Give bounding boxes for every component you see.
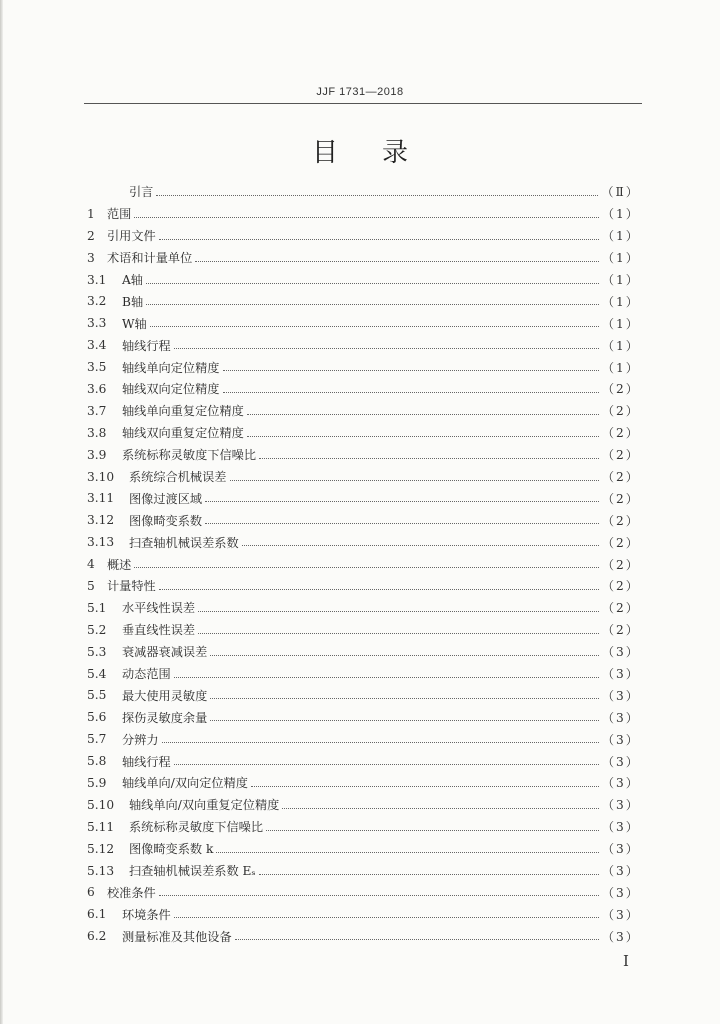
toc-entry-page: （2）	[601, 404, 640, 419]
toc-entry-page: （3）	[601, 820, 640, 835]
toc-entry-number: 5.4	[87, 666, 107, 681]
toc-entry[interactable]	[87, 356, 640, 378]
toc-entry-title: 概述	[107, 557, 132, 572]
toc-dot-leader	[198, 610, 599, 612]
toc-entry[interactable]	[87, 641, 640, 663]
toc-entry[interactable]	[87, 838, 640, 860]
toc-dot-leader	[247, 413, 599, 415]
toc-entry-title: 校准条件	[107, 885, 156, 900]
toc-entry[interactable]	[87, 466, 640, 488]
toc-dot-leader	[174, 763, 599, 765]
toc-entry-page: （2）	[601, 448, 640, 463]
toc-entry-page: （3）	[601, 842, 640, 857]
toc-entry[interactable]	[87, 903, 640, 925]
toc-entry[interactable]	[87, 860, 640, 882]
toc-entry-number: 3.6	[87, 381, 107, 396]
toc-entry-page: （1）	[601, 251, 640, 266]
toc-entry[interactable]	[87, 750, 640, 772]
toc-dot-leader	[230, 479, 599, 481]
toc-entry-number: 6.2	[87, 929, 107, 944]
toc-entry-page: （1）	[601, 273, 640, 287]
toc-entry-title: 图像畸变系数 k	[129, 842, 214, 857]
toc-entry-title: 分辨力	[122, 732, 159, 747]
toc-entry-number: 6	[87, 885, 95, 900]
toc-entry[interactable]	[87, 422, 640, 444]
toc-entry-page: （2）	[601, 426, 640, 441]
toc-entry-page: （3）	[601, 885, 640, 900]
toc-dot-leader	[210, 697, 599, 699]
toc-dot-leader	[174, 916, 599, 918]
toc-entry-number: 1	[87, 206, 95, 221]
table-of-contents	[87, 181, 640, 947]
toc-entry-number: 3	[87, 250, 95, 265]
standard-code-header: JJF 1731—2018	[316, 86, 404, 98]
toc-entry[interactable]	[87, 575, 640, 597]
toc-entry-number: 5.9	[87, 775, 107, 790]
toc-dot-leader	[134, 566, 598, 568]
toc-entry-title: 水平线性误差	[122, 601, 196, 616]
toc-entry-number: 3.2	[87, 294, 107, 309]
toc-entry-number: 5.6	[87, 710, 107, 725]
toc-entry-number: 5.10	[87, 797, 115, 812]
toc-entry-title: 系统标称灵敏度下信噪比	[129, 820, 264, 835]
toc-dot-leader	[174, 347, 599, 349]
toc-entry-title: 轴线行程	[122, 754, 171, 769]
toc-entry-title: B轴	[122, 294, 144, 309]
toc-dot-leader	[266, 829, 599, 831]
toc-entry-title: 范围	[107, 207, 132, 222]
toc-entry[interactable]	[87, 509, 640, 531]
toc-dot-leader	[146, 282, 599, 284]
toc-entry-page: （2）	[601, 579, 640, 594]
toc-entry-page: （Ⅱ）	[601, 185, 640, 200]
toc-entry-page: （1）	[601, 360, 640, 375]
toc-entry-title: 扫查轴机械误差系数	[129, 535, 239, 550]
toc-entry-number: 4	[87, 557, 95, 572]
toc-entry[interactable]	[87, 378, 640, 400]
toc-entry-title: 轴线单向定位精度	[122, 360, 220, 375]
toc-entry-page: （3）	[601, 798, 640, 813]
toc-dot-leader	[198, 632, 599, 634]
toc-entry-page: （3）	[601, 929, 640, 944]
toc-dot-leader	[174, 676, 599, 678]
toc-entry-number: 5.11	[87, 819, 115, 834]
toc-entry-page: （3）	[601, 667, 640, 682]
toc-entry-page: （2）	[601, 623, 640, 638]
toc-entry-number: 3.12	[87, 513, 115, 528]
toc-entry-number: 3.7	[87, 403, 107, 418]
toc-entry-title: 环境条件	[122, 907, 171, 922]
toc-entry-title: 术语和计量单位	[107, 251, 193, 266]
page-title: 目录	[311, 138, 452, 168]
toc-entry[interactable]	[87, 225, 640, 247]
toc-dot-leader	[251, 785, 599, 787]
toc-dot-leader	[156, 194, 598, 196]
toc-entry-number: 3.1	[87, 272, 107, 287]
toc-entry-title: 引言	[129, 185, 154, 200]
toc-entry-title: 垂直线性误差	[122, 623, 196, 638]
toc-entry-number: 3.9	[87, 447, 107, 462]
toc-entry-number: 5.2	[87, 622, 107, 637]
toc-entry-title: 轴线单向/双向定位精度	[122, 776, 248, 791]
toc-entry-number: 5.5	[87, 688, 107, 703]
toc-entry-page: （2）	[601, 601, 640, 616]
toc-dot-leader	[195, 260, 599, 262]
toc-entry-number: 5.7	[87, 732, 107, 747]
toc-entry-page: （2）	[601, 382, 640, 397]
toc-entry-title: 轴线单向重复定位精度	[122, 404, 244, 419]
toc-entry-title: 计量特性	[107, 579, 156, 594]
toc-entry[interactable]	[87, 882, 640, 904]
toc-entry-page: （3）	[601, 645, 640, 660]
toc-entry[interactable]	[87, 706, 640, 728]
toc-dot-leader	[223, 369, 599, 371]
toc-entry-title: 图像畸变系数	[129, 513, 203, 528]
toc-entry[interactable]	[87, 203, 640, 225]
toc-entry-title: 探伤灵敏度余量	[122, 710, 208, 725]
toc-entry[interactable]	[87, 597, 640, 619]
toc-entry-number: 5.13	[87, 863, 115, 878]
toc-entry-number: 5.12	[87, 841, 115, 856]
toc-entry-page: （3）	[601, 907, 640, 922]
toc-entry-title: W轴	[122, 316, 147, 331]
toc-entry-title: 测量标准及其他设备	[122, 929, 232, 944]
toc-dot-leader	[210, 719, 599, 721]
footer-page-number: I	[623, 952, 629, 970]
toc-entry[interactable]	[87, 444, 640, 466]
toc-entry-number: 3.11	[87, 491, 115, 506]
toc-entry-number: 3.5	[87, 360, 107, 375]
toc-entry[interactable]	[87, 684, 640, 706]
header-rule	[84, 103, 642, 104]
toc-entry-number: 5.3	[87, 644, 107, 659]
toc-dot-leader	[205, 522, 599, 524]
toc-entry-number: 5.8	[87, 754, 107, 769]
toc-entry[interactable]	[87, 925, 640, 947]
toc-entry-title: 轴线双向定位精度	[122, 382, 220, 397]
toc-entry-page: （1）	[601, 316, 640, 331]
toc-dot-leader	[210, 654, 599, 656]
toc-dot-leader	[162, 741, 599, 743]
toc-dot-leader	[205, 500, 599, 502]
toc-entry-title: 系统标称灵敏度下信噪比	[122, 448, 257, 463]
toc-entry-page: （1）	[601, 294, 640, 309]
toc-entry[interactable]	[87, 772, 640, 794]
toc-entry-page: （2）	[601, 535, 640, 550]
toc-entry-page: （3）	[601, 688, 640, 703]
toc-entry-number: 2	[87, 228, 95, 243]
toc-entry-number: 3.4	[87, 338, 107, 353]
toc-entry-number: 6.1	[87, 907, 107, 922]
toc-entry-title: 引用文件	[107, 229, 156, 244]
toc-entry-title: 图像过渡区域	[129, 491, 203, 506]
toc-entry-number: 5	[87, 578, 95, 593]
toc-entry-number: 3.3	[87, 316, 107, 331]
toc-entry[interactable]	[87, 663, 640, 685]
toc-entry-page: （3）	[601, 732, 640, 747]
toc-entry-number: 5.1	[87, 600, 107, 615]
toc-dot-leader	[150, 325, 599, 327]
toc-entry-number: 3.8	[87, 425, 107, 440]
toc-entry-page: （3）	[601, 776, 640, 791]
toc-entry[interactable]	[87, 794, 640, 816]
toc-entry-title: 轴线单向/双向重复定位精度	[129, 798, 280, 813]
toc-dot-leader	[235, 938, 599, 940]
toc-entry-title: 轴线双向重复定位精度	[122, 426, 244, 441]
toc-dot-leader	[223, 391, 599, 393]
toc-entry[interactable]	[87, 290, 640, 312]
toc-entry[interactable]	[87, 400, 640, 422]
toc-entry-page: （2）	[601, 513, 640, 528]
toc-dot-leader	[216, 851, 598, 853]
toc-entry[interactable]	[87, 531, 640, 553]
toc-entry-title: A轴	[122, 273, 143, 287]
toc-entry[interactable]	[87, 312, 640, 334]
toc-entry-title: 衰减器衰减误差	[122, 645, 208, 660]
toc-entry-page: （2）	[601, 557, 640, 572]
toc-entry-page: （3）	[601, 710, 640, 725]
toc-dot-leader	[242, 544, 599, 546]
toc-entry-title: 系统综合机械误差	[129, 470, 227, 485]
toc-entry-page: （1）	[601, 207, 640, 222]
toc-dot-leader	[159, 238, 599, 240]
toc-dot-leader	[259, 873, 599, 875]
toc-entry-page: （3）	[601, 754, 640, 769]
toc-dot-leader	[282, 807, 599, 809]
toc-entry-page: （1）	[601, 229, 640, 244]
toc-entry-number: 3.10	[87, 469, 115, 484]
toc-entry-number: 3.13	[87, 535, 115, 550]
toc-dot-leader	[146, 303, 599, 305]
toc-dot-leader	[259, 457, 599, 459]
toc-dot-leader	[159, 894, 599, 896]
toc-entry-title: 扫查轴机械误差系数 Eₛ	[129, 864, 256, 879]
toc-entry[interactable]	[87, 181, 640, 203]
toc-entry-page: （3）	[601, 864, 640, 879]
toc-entry[interactable]	[87, 816, 640, 838]
toc-entry[interactable]	[87, 487, 640, 509]
toc-entry-page: （2）	[601, 470, 640, 485]
toc-entry[interactable]	[87, 247, 640, 269]
toc-entry[interactable]	[87, 728, 640, 750]
toc-entry-page: （2）	[601, 491, 640, 506]
toc-entry-page: （1）	[601, 338, 640, 353]
toc-entry-title: 最大使用灵敏度	[122, 688, 208, 703]
toc-dot-leader	[134, 216, 598, 218]
toc-dot-leader	[247, 435, 599, 437]
toc-entry[interactable]	[87, 269, 640, 291]
toc-entry[interactable]	[87, 619, 640, 641]
toc-dot-leader	[159, 588, 599, 590]
toc-entry[interactable]	[87, 553, 640, 575]
toc-entry[interactable]	[87, 334, 640, 356]
toc-entry-title: 动态范围	[122, 667, 171, 682]
toc-entry-title: 轴线行程	[122, 338, 171, 353]
